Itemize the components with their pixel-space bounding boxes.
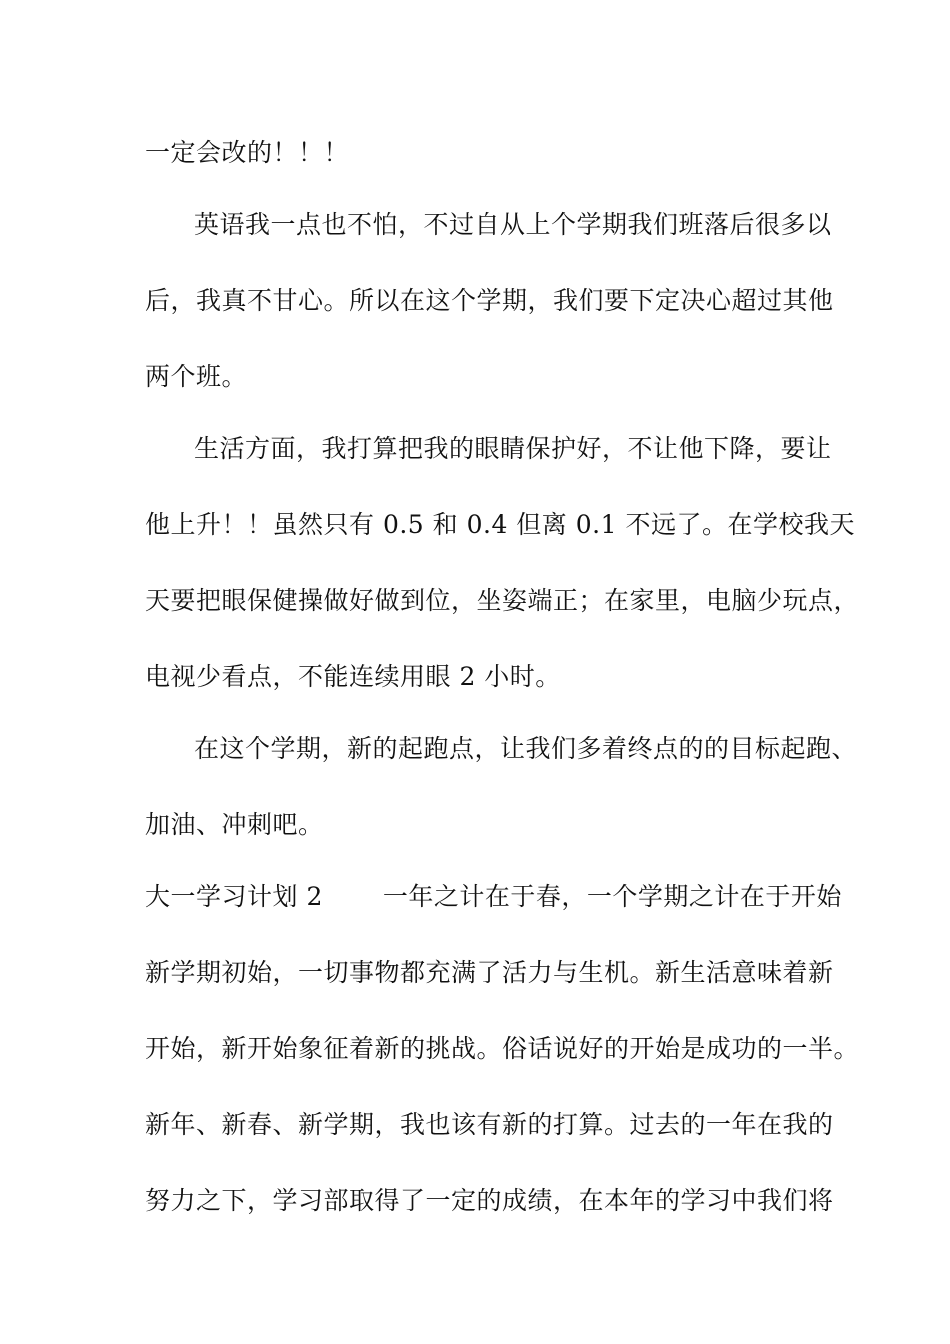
text-line: 新学期初始，一切事物都充满了活力与生机。新生活意味着新	[145, 958, 834, 987]
text-line: 努力之下，学习部取得了一定的成绩，在本年的学习中我们将	[145, 1186, 834, 1215]
text-line: 英语我一点也不怕，不过自从上个学期我们班落后很多以	[194, 210, 832, 239]
text-line: 天要把眼保健操做好做到位，坐姿端正；在家里，电脑少玩点，	[145, 586, 860, 615]
section-heading: 大一学习计划 2	[145, 882, 323, 911]
text-line: 他上升！！虽然只有 0.5 和 0.4 但离 0.1 不远了。在学校我天	[145, 510, 855, 539]
text-line: 一定会改的！！！	[145, 138, 350, 167]
text-line: 在这个学期，新的起跑点，让我们多着终点的的目标起跑、	[194, 734, 858, 763]
text-line: 后，我真不甘心。所以在这个学期，我们要下定决心超过其他	[145, 286, 834, 315]
text-line: 新年、新春、新学期，我也该有新的打算。过去的一年在我的	[145, 1110, 834, 1139]
text-line: 加油、冲刺吧。	[145, 810, 324, 839]
text-line: 电视少看点，不能连续用眼 2 小时。	[145, 662, 561, 691]
text-line: 生活方面，我打算把我的眼睛保护好，不让他下降，要让	[194, 434, 832, 463]
text-line: 两个班。	[145, 362, 248, 391]
section-heading-line	[145, 879, 842, 915]
text-line: 开始，新开始象征着新的挑战。俗话说好的开始是成功的一半。	[145, 1034, 860, 1063]
section-first-line: 一年之计在于春，一个学期之计在于开始	[382, 882, 842, 911]
